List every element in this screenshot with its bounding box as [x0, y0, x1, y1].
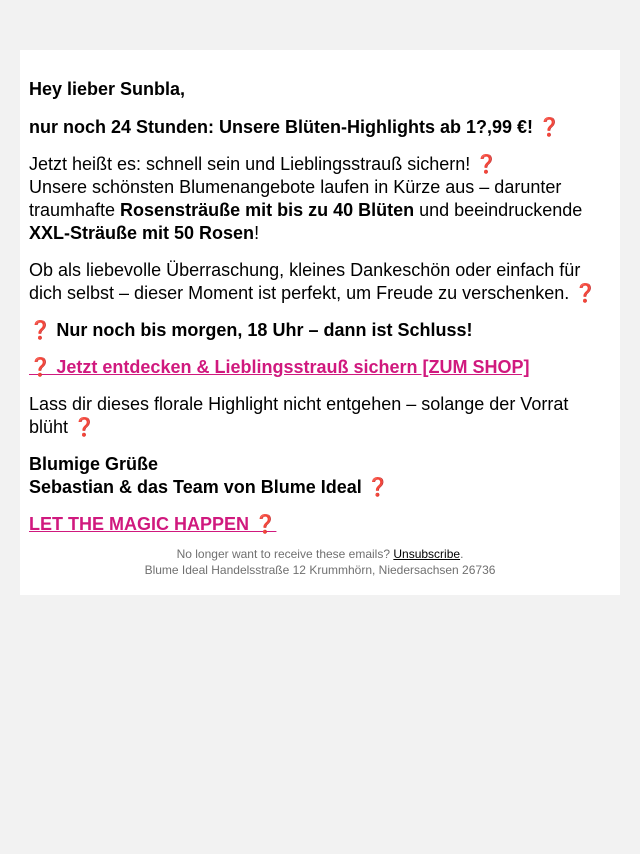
deadline-notice: ❓ Nur noch bis morgen, 18 Uhr – dann ist Schluss! — [29, 320, 473, 340]
intro-line-1: Jetzt heißt es: schnell sein und Lieblingsstrauß sichern! ❓ — [29, 154, 498, 174]
company-address: Blume Ideal Handelsstraße 12 Krummhörn, Niedersachsen 26736 — [144, 563, 496, 577]
intro-line-2: Unsere schönsten Blumenangebote laufen in Kürze aus – darunter traumhafte — [29, 177, 562, 220]
intro-bold-xxl: XXL-Sträuße mit 50 Rosen — [29, 223, 255, 243]
unsubscribe-prefix: No longer want to receive these emails? — [176, 547, 394, 561]
intro-end: ! — [254, 223, 260, 243]
unsubscribe-suffix: . — [460, 547, 464, 561]
shop-link[interactable]: ❓ Jetzt entdecken & Lieblingsstrauß sichern [ZUM SHOP] — [29, 357, 530, 377]
magic-link[interactable]: LET THE MAGIC HAPPEN ❓ — [29, 514, 277, 534]
email-body — [20, 50, 620, 595]
signature: Sebastian & das Team von Blume Ideal ❓ — [29, 477, 390, 497]
paragraph-surprise: Ob als liebevolle Überraschung, kleines Dankeschön oder einfach für dich selbst – dieser Moment ist perfekt, um Freude zu verschenken. ❓ — [29, 260, 597, 303]
unsubscribe-line — [29, 546, 611, 562]
intro-bold-roses: Rosensträuße mit bis zu 40 Blüten — [120, 200, 415, 220]
paragraph-highlight: Lass dir dieses florale Highlight nicht entgehen – solange der Vorrat blüht ❓ — [29, 394, 569, 437]
unsubscribe-link[interactable]: Unsubscribe — [393, 547, 461, 561]
signature-block — [29, 453, 611, 499]
closing: Blumige Grüße — [29, 454, 159, 474]
intro-mid: und beeindruckende — [414, 200, 583, 220]
headline: nur noch 24 Stunden: Unsere Blüten-Highlights ab 1?,99 €! ❓ — [29, 117, 561, 137]
greeting: Hey lieber Sunbla, — [29, 79, 186, 99]
intro-paragraph — [29, 153, 611, 245]
